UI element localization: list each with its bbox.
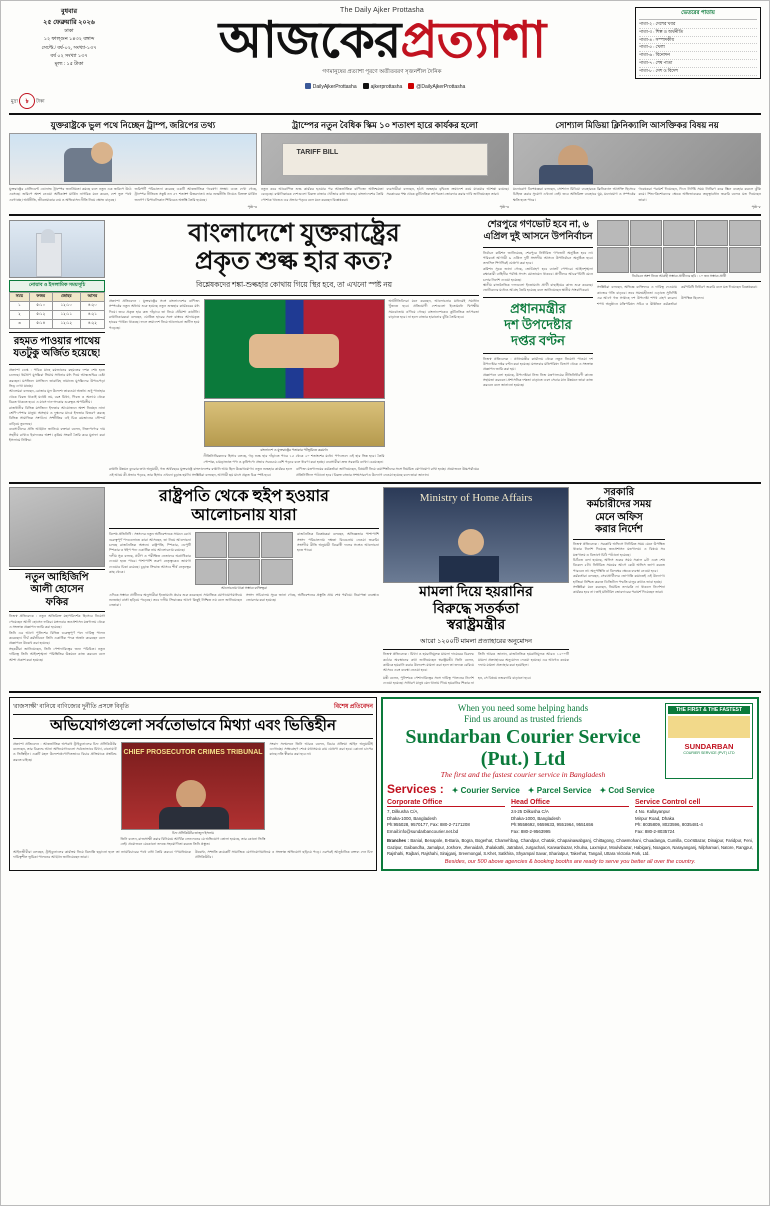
ad-branches-text: Banial, Benapole, B-Baria, Bogra, Bogerhat, Chamel'ibag, Chandpur, Chatak, Chapainawabganj, Chittagong, Chowmohani, Chuadanga, Cumilla, Cox'sBazar, Dinajpur, Faridpur, Feni, Gazipur, Gaibandha, Jamalpur, Joshore, Jhenaidah, Jhalakathi, Jatrabari, Jurgachari, Karwanbazar, Khulna, Laxmipur, Moulvibazar, Habiganj, Noagaon, Narayanganj, Nilphamari, Natore, Rangpur, Rajshahi, Rajbari, Rajshahi, Sirajganj, Sreemongal, S.Khet, Satkhira, Shyampal Savar, Shariatpur, Takerhat, Tangail, Uttara Victoria Park, Ltd. xyxy=(387,838,753,856)
lead-headline-line1[interactable]: বাংলাদেশে যুক্তরাষ্ট্রের xyxy=(188,219,400,247)
office-hours-headline-4[interactable]: করার নির্দেশ xyxy=(595,524,643,536)
whip-body-left-1: বিশেষ প্রতিনিধি : সংসদের নতুন অধিবেশনকে সামনে রেখে গুরুত্বপূর্ণ পদগুলোতে কারা আসছেন, তা নিয়ে আলোচনা চলছে রাজনৈতিক অঙ্গনে। রাষ্ট্রপতি, স্পিকার, ডেপুটি স্পিকার ও হুইপ পদে একাধিক নাম আলোচনায় রয়েছে। xyxy=(109,532,191,553)
tiger-icon xyxy=(668,716,750,738)
table-cell: ১২:১২ xyxy=(52,319,80,328)
ramadan-body-4: ব্যবসায়ীদের প্রতি আহ্বান জানিয়ে বক্তারা বলেন, নিত্যপণ্যের দাম সহনীয় রাখাও ইবাদতের অংশ। কৃত্রিম সংকট তৈরি করে মুনাফা করা ইসলামে নিষিদ্ধ। xyxy=(9,427,105,442)
sundarban-courier-advertisement[interactable] xyxy=(381,697,759,871)
right-column xyxy=(597,220,761,478)
ad-office-line: 4 No. Kallayanpur xyxy=(635,809,670,814)
candidate-photo xyxy=(630,220,662,246)
publication-day: বুধবার xyxy=(60,8,78,15)
pm-advisers-body-2: প্রজ্ঞাপনে বলা হয়েছে, উপদেষ্টারা নিজ নিজ মন্ত্রণালয়ের নীতিনির্ধারণী কাজে সহায়তা করবেন। প্রশাসনিক দক্ষতা বাড়াতে এবং সেবার মান উন্নয়নে তারা কাজ করবেন বলে জানানো হয়েছে। xyxy=(483,372,593,388)
special-report-kicker: 'রাজসাক্ষী' বানিয়ে বাণিজ্যের দুর্নীতি প্রসঙ্গে বিবৃতি xyxy=(13,703,130,710)
english-title: The Daily Ajker Prottasha xyxy=(340,7,424,14)
lead-body-2: নীতিনির্ধারকদের হিসাব বলছে, গড় শুল্ক হার দাঁড়াতে পারে ১৫ থেকে ২০ শতাংশের মধ্যে। পণ্যভেদে এই হার ভিন্ন হবে। তৈরি পোশাক, চামড়াজাত পণ্য ও কৃষিপণ্যে প্রভাব সবচেয়ে বেশি পড়বে বলে ধারণা করা হচ্ছে। ব্যবসায়ীরা দ্রুত সরকারি ব্যাখ্যা চেয়েছেন। xyxy=(203,454,385,464)
mudra-badge-group xyxy=(11,93,45,109)
office-hours-headline-3[interactable]: মেনে অফিস xyxy=(595,511,643,523)
harassment-headline-3[interactable]: স্বরাষ্ট্রমন্ত্রীর xyxy=(446,618,506,634)
inside-page-item[interactable]: পাতা-৬ : বিনোদন xyxy=(639,52,757,60)
top-story-2-body-left: নতুন করে আরোপিত শুল্ক কার্যকর হওয়ার পর আন্তর্জাতিক বাণিজ্যে অনিশ্চয়তা বেড়েছে। রপ্তানিকারক দেশগুলো বিকল্প বাজার খোঁজার কথা ভাবছে। বাংলাদেশের তৈরি পোশাক খাতেও এর প্রভাব পড়বে বলে মনে করছেন বিশ্লেষকরা। xyxy=(261,186,384,202)
person-photo xyxy=(228,559,260,585)
table-cell: ৪:২০ xyxy=(80,301,104,310)
taka-icon: ৳ xyxy=(19,93,35,109)
special-report-body-4: আইনজীবীরা বলছেন, ট্রাইব্যুনালের কার্যক্রম নিয়ে বিভ্রান্তি ছড়ানো হলে তা ন্যায়বিচারের পথে বাধা তৈরি করবে। গণমাধ্যমকে দায়িত্বশীল ভূমিকা পালনের আহ্বান জানিয়েছেন তারা। xyxy=(13,849,191,860)
lead-body-1: প্রত্যাশা প্রতিবেদন : যুক্তরাষ্ট্রের সঙ্গে বাংলাদেশের বাণিজ্য সম্পর্কের নতুন অধ্যায় শুরু হয়েছে নতুন শুল্কহার কার্যকরের মধ্য দিয়ে। তবে প্রকৃত হার কত দাঁড়াবে তা নিয়ে ধোঁয়াশা কাটেনি। রপ্তানিকারকরা বলছেন, ঘোষিত হারের সঙ্গে বাস্তবে আদায়কৃত হারের পার্থক্য থাকছে। ফলে ক্রয়াদেশ নিয়ে আলোচনা জটিল হয়ে পড়েছে। xyxy=(109,298,200,330)
table-cell: ৫:১০ xyxy=(29,301,52,310)
mid-band xyxy=(1,484,769,687)
ad-branches-label: Branches : xyxy=(387,838,409,844)
office-hours-block xyxy=(573,487,665,687)
ad-office-line: Ph:9558692, 9559633, 9551964, 9551656 xyxy=(511,822,594,828)
facebook-icon xyxy=(305,83,311,89)
divider xyxy=(9,332,105,333)
ramadan-headline[interactable]: রহমত পাওয়ার পাথেয় যতটুকু অর্জিত হয়েছে! xyxy=(13,335,101,360)
divider xyxy=(109,528,379,529)
lead-story xyxy=(109,220,479,478)
top-story-2 xyxy=(261,118,509,211)
ad-service-parcel: ✦ Parcel Service xyxy=(527,786,592,795)
sherpur-body-2: কমিশন সূত্রে জানা গেছে, ভোটগ্রহণ হবে ব্যালট পেপারে। আইনশৃঙ্খলা রক্ষাকারী বাহিনীর পর্যাপ্ত সদস্য মোতায়েন থাকবে। প্রার্থীদের আচরণবিধি মেনে চলার নির্দেশ দেওয়া হয়েছে। xyxy=(483,266,593,282)
special-report-body-1: প্রত্যাশা প্রতিবেদন : আন্তর্জাতিক অপরাধ ট্রাইব্যুনালের চিফ প্রসিকিউটর বলেছেন, তার বিরুদ্ধে আনা অভিযোগগুলো সর্বতোভাবে মিথ্যা, বানোয়াট ও ভিত্তিহীন। একটি মহল উদ্দেশ্যপ্রণোদিতভাবে বিচার প্রক্রিয়াকে প্রশ্নবিদ্ধ করতে চাইছে। xyxy=(13,741,117,762)
tagline: গণমানুষের প্রত্যাশা পূরণে অতীতবরণ সৃজনশীল দৈনিক xyxy=(322,69,442,75)
person-photo xyxy=(228,532,260,558)
special-report-photo-caption: চিফ প্রসিকিউটর তাজুল ইসলাম xyxy=(172,830,214,835)
youtube-icon xyxy=(408,83,414,89)
inside-page-item[interactable]: পাতা-২ : দেশের খবর xyxy=(639,21,757,29)
home-ministry-banner-text: Ministry of Home Affairs xyxy=(419,491,533,504)
divider xyxy=(109,295,479,296)
ad-office-title: Corporate Office xyxy=(387,799,505,807)
ad-offices xyxy=(387,799,753,835)
ad-office-line: Fax: 880-2-9563995 xyxy=(511,828,551,834)
harassment-headline-1[interactable]: মামলা দিয়ে হয়রানির xyxy=(419,584,533,600)
special-report-headline[interactable]: অভিযোগগুলো সর্বতোভাবে মিথ্যা এবং ভিত্তিহীন xyxy=(50,717,336,734)
sherpur-headline[interactable]: শেরপুরে গণভোট হবে না, ৬ এপ্রিল দুই আসনে উপনির্বাচন xyxy=(483,219,593,242)
ad-office-email[interactable]: Email:info@sundarbancourier.net.bd xyxy=(387,828,459,834)
pm-advisers-headline-1[interactable]: প্রধানমন্ত্রীর xyxy=(510,300,566,316)
whip-body-right-3: সংসদ সচিবালয় সূত্রে জানা গেছে, অধিবেশনের প্রস্তুতি প্রায় শেষ পর্যায়ে। নিরাপত্তা ব্যবস্থাও জোরদার করা হয়েছে। xyxy=(246,592,379,603)
top-story-1-byline: পৃষ্ঠা-৩ xyxy=(247,204,257,209)
ramadan-body-3: রাজধানীর বিভিন্ন মসজিদে ইফতার আয়োজনে অংশ নিচ্ছেন নানা শ্রেণি-পেশার মানুষ। অসহায় ও দুস্থদের মাঝে ইফতার বিতরণ করছে বিভিন্ন সামাজিক সংগঠন। সম্প্রীতির এই চিত্র রমজানের সৌন্দর্য বাড়িয়ে তুলেছে। xyxy=(9,405,105,426)
chief-prosecutor-tribunal-photo xyxy=(121,742,266,830)
top-story-1 xyxy=(9,118,257,211)
publication-issue: সেপ্টে./ বর্ষ-০২, সংখ্যা-১৩৭ xyxy=(41,45,97,51)
ad-office-control-cell xyxy=(635,799,753,835)
candidate-grid-caption: নির্বাচনে অংশ নিতে আগ্রহী সম্ভাব্য প্রার্থীদের ছবি : ১০ জন সম্ভাব্য প্রার্থী xyxy=(631,273,727,278)
table-cell: ৫:১৪ xyxy=(29,319,52,328)
pm-advisers-body-3: সংশ্লিষ্টরা বলছেন, অভিজ্ঞ ব্যক্তিদের এ দায়িত্ব দেওয়ায় কাজের গতি বাড়বে। তবে সমন্বয়হীনতা এড়াতে সুনির্দিষ্ট কর্মপরিধি নির্ধারণ জরুরি বলে মত দিয়েছেন বিশ্লেষকরা। xyxy=(597,285,758,295)
table-cell: ৫:১২ xyxy=(29,310,52,319)
candidate-photo xyxy=(696,220,728,246)
ad-tagline-line2: Find us around as trusted friends xyxy=(464,714,582,725)
ahijipi-headline-2[interactable]: আলী হোসেন xyxy=(30,584,84,596)
candidate-photo xyxy=(597,220,629,246)
table-row xyxy=(10,310,105,319)
masthead xyxy=(1,1,769,113)
ad-branches xyxy=(387,838,753,856)
lead-body-4: রপ্তানি উন্নয়ন ব্যুরোর তথ্য অনুযায়ী, গত অর্থবছরে যুক্তরাষ্ট্রে বাংলাদেশের রপ্তানি আয় ছিল উল্লেখযোগ্য। নতুন শুল্কহার কার্যকর হলে এই আয়ে কী প্রভাব পড়বে, তার হিসাব এখনো চূড়ান্ত হয়নি। সংশ্লিষ্টরা বলছেন, আগামী ছয় মাসে প্রকৃত চিত্র স্পষ্ট হবে। xyxy=(109,467,292,477)
table-cell: ১২:১১ xyxy=(52,310,80,319)
ad-footer-note: Besides, our 500 above agencies & booking booths are ready to serve you better all over the country. xyxy=(444,858,696,865)
candidate-photo xyxy=(663,247,695,273)
whip-headline-1[interactable]: রাষ্ট্রপতি থেকে হুইপ হওয়ার xyxy=(158,487,329,505)
twitter-handle: ajkerprottasha xyxy=(370,83,403,90)
lead-body-5: বাণিজ্য মন্ত্রণালয়ের কর্মকর্তারা জানিয়েছেন, বিষয়টি নিয়ে ওয়াশিংটনের সঙ্গে নিয়মিত যোগাযোগ রাখা হচ্ছে। প্রয়োজনে উচ্চপর্যায়ের প্রতিনিধিদল পাঠানো হবে। বিকল্প বাজার সম্প্রসারণেও উদ্যোগ নেওয়া হয়েছে বলে তারা জানান। xyxy=(296,467,479,477)
lead-image-caption: বাংলাদেশ ও যুক্তরাষ্ট্রের পতাকার পটভূমিতে করমর্দন xyxy=(260,447,328,452)
inside-page-item[interactable]: পাতা-৪ : সম্পাদকীয় xyxy=(639,37,757,45)
candidate-photo-grid xyxy=(597,220,761,273)
handshake-flags-illustration xyxy=(204,299,385,399)
top-story-3-body-left: মনোরোগ বিশেষজ্ঞরা বলছেন, সোশ্যাল মিডিয়া ব্যবহারকে ক্লিনিক্যাল আসক্তি হিসেবে চিহ্নিত করার সুযোগ এখনো নেই। তবে অতিরিক্ত ব্যবহারে ঘুম, মনোযোগ ও সম্পর্কের ক্ষতি হতে পারে। xyxy=(513,186,636,202)
ad-office-line: 7, Dilkusha C/A, xyxy=(387,809,419,814)
lead-body-3: অর্থনীতিবিদরা মনে করছেন, আলোচনার মাধ্যমেই সমাধান খুঁজতে হবে। প্রতিযোগী দেশগুলো ইতোমধ্যে দ্বিপক্ষীয় সমঝোতায় এগিয়ে গেছে। বাংলাদেশকেও কূটনৈতিক তৎপরতা বাড়াতে হবে। না হলে বাজার হারানোর ঝুঁকি তৈরি হবে। xyxy=(388,298,479,320)
inside-page-item[interactable]: পাতা-৭ : শেষ পাতা xyxy=(639,60,757,68)
top-story-1-body-right: জরিপটি পরিচালনা করেছে একটি আন্তর্জাতিক গবেষণা সংস্থা। এতে দেখা গেছে, ট্রাম্পের নীতিতে সন্তুষ্ট নন ৫৭ শতাংশ উত্তরদাতা। তার শুল্কনীতি নিয়েও বিভক্ত মার্কিন জনগণ। রিপাবলিকান শিবিরেও অস্বস্তি তৈরি হয়েছে। xyxy=(134,186,257,202)
twitter-link[interactable] xyxy=(363,83,403,90)
person-photo xyxy=(261,559,293,585)
newspaper-logo xyxy=(218,12,546,68)
whip-body-left-2: দলীয় সূত্র বলছে, প্রবীণ ও পরীক্ষিত নেতাদের অগ্রাধিকার দেওয়া হতে পারে। পাশাপাশি তরুণ নেতৃত্বকেও জায়গা দেওয়ার চিন্তা রয়েছে। চূড়ান্ত সিদ্ধান্ত আসবে শীর্ষ নেতৃত্বের কাছ থেকে। xyxy=(109,553,191,574)
ad-logo-name: SUNDARBAN xyxy=(684,741,734,751)
divider xyxy=(483,297,593,298)
inside-page-item[interactable]: পাতা-৮ : দেশ ও বিদেশ xyxy=(639,68,757,76)
whip-body-right-1: রাজনৈতিক বিশ্লেষকরা বলছেন, অভিজ্ঞতার পাশাপাশি সংসদ পরিচালনায় দক্ষতা বিবেচনায় নেওয়া জরুরি। সংসদীয় রীতি অনুযায়ী বিরোধী দলের সঙ্গেও আলোচনা হতে পারে। xyxy=(297,532,379,553)
top-story-2-headline[interactable]: ট্রাম্পের নতুন বৈধিক স্কিম ১০ শতাংশ হারে কার্যকর হলো xyxy=(292,120,478,130)
ad-office-line: Fax: 880-2-8035724 xyxy=(635,828,675,834)
office-hours-body-4: সংশ্লিষ্টরা মনে করছেন, নিয়মিত তদারকি না থাকলে নির্দেশনা কার্যকর হবে না। তাই মনিটরিং জোরদারের পরামর্শ দিয়েছেন তারা। xyxy=(573,585,665,595)
ad-company-name: Sundarban Courier Service (Put.) Ltd xyxy=(405,726,641,770)
publication-date: ২৫ ফেব্রুয়ারি ২০২৬ xyxy=(43,18,95,26)
table-header-cell: ফজর xyxy=(29,292,52,301)
publication-info xyxy=(9,7,129,69)
table-row xyxy=(10,301,105,310)
whip-block xyxy=(109,487,379,687)
harassment-body-1: নিজস্ব প্রতিবেদক : মিথ্যা ও হয়রানিমূলক মামলা দায়েরের বিরুদ্ধে কঠোর অবস্থানের কথা জানিয়েছেন স্বরাষ্ট্রমন্ত্রী। তিনি বলেন, কাউকে হয়রানি করার উদ্দেশ্যে মামলা করা হলে তা তদন্তে বেরিয়ে আসবে এবং ব্যবস্থা নেওয়া হবে। xyxy=(383,652,474,673)
ahijipi-body-1: নিজস্ব প্রতিবেদক : নতুন অতিরিক্ত মহাপরিদর্শক হিসেবে নিয়োগ পেয়েছেন আলী হোসেন ফকির। মঙ্গলবার জনপ্রশাসন মন্ত্রণালয় থেকে এ সংক্রান্ত প্রজ্ঞাপন জারি করা হয়েছে। xyxy=(9,614,105,630)
top-story-1-headline[interactable]: যুক্তরাষ্ট্রকে ভুল পথে নিচ্ছেন ট্রাম্প, জরিপের তথ্য xyxy=(50,120,216,130)
table-cell: ৪:২১ xyxy=(80,310,104,319)
person-photo xyxy=(261,532,293,558)
pm-advisers-body-4: এর আগে গত সপ্তাহে দশ উপদেষ্টা শপথ গ্রহণ করেন। শপথ অনুষ্ঠানে মন্ত্রিপরিষদ সচিব ও ঊর্ধ্বতন কর্মকর্তারা উপস্থিত ছিলেন। xyxy=(597,296,704,306)
ad-office-title: Service Control cell xyxy=(635,799,753,807)
candidate-photo xyxy=(663,220,695,246)
inside-pages-box xyxy=(635,7,761,79)
ad-office-line: 24-25 Dilkusha C/A xyxy=(511,809,549,814)
youtube-handle: @DailyAjkerProttasha xyxy=(416,83,466,90)
harassment-subheadline: আরো ১২০০টি মামলা প্রত্যাহারের অনুমোদন xyxy=(420,638,532,646)
candidate-photo xyxy=(729,247,761,273)
ad-office-line: Ph:955028, 9570177, Fax: 880-2-7171208 xyxy=(387,822,470,828)
facebook-link[interactable] xyxy=(305,83,357,90)
tariff-bill-photo: TARIFF BILL xyxy=(261,133,509,185)
logo-word-1: আজকের xyxy=(218,12,401,68)
top-story-3-body-right: গবেষকরা পরামর্শ দিয়েছেন, দিনে নির্দিষ্ট সময় নির্ধারণ করে স্ক্রিন ব্যবহার করলে ঝুঁকি কমে। শিশু-কিশোরদের ক্ষেত্রে অভিভাবকের তত্ত্বাবধান জরুরি বলেও মত দিয়েছেন তারা। xyxy=(638,186,761,202)
bottom-row xyxy=(1,693,769,871)
special-report-body-5: উল্লেখ্য, সম্প্রতি কয়েকটি সামাজিক যোগাযোগমাধ্যমে এ সংক্রান্ত অভিযোগ ছড়িয়ে পড়ে। এরপরই আনুষ্ঠানিক বক্তব্য দেন চিফ প্রসিকিউটর। xyxy=(195,849,373,860)
social-links xyxy=(9,83,761,90)
ad-services-label: Services : xyxy=(387,782,444,796)
table-cell: ১২:১০ xyxy=(52,301,80,310)
lead-image-block xyxy=(204,299,385,465)
table-header-cell: সময় xyxy=(10,292,30,301)
ahijipi-body-3: সহকর্মীরা জানিয়েছেন, তিনি পেশাদারিত্বের জন্য পরিচিত। নতুন দায়িত্বে তিনি আইনশৃঙ্খলা পরিস্থিতির উন্নয়নে কাজ করবেন বলে আশা প্রকাশ করা হয়েছে। xyxy=(9,646,105,662)
logo-word-2: প্রত্যাশা xyxy=(400,12,546,68)
money-stacks-photo xyxy=(204,401,385,447)
divider xyxy=(383,649,569,650)
prayer-times-title: নোয়াব ও ইসলামিক সময়সূচি xyxy=(9,280,105,292)
mudra-right-label: টাকা xyxy=(36,98,45,104)
twitter-icon xyxy=(363,83,369,89)
inside-page-item[interactable]: পাতা-৫ : খেলা xyxy=(639,44,757,52)
table-cell: ২ xyxy=(10,310,30,319)
candidate-photo xyxy=(696,247,728,273)
publication-bangla-date: ১২ ফাল্গুন ১৪৩২ বঙ্গাব্দ xyxy=(43,37,95,43)
trump-portrait-photo xyxy=(9,133,257,185)
top-story-1-body-left: যুক্তরাষ্ট্রের প্রেসিডেন্ট ডোনাল্ড ট্রাম্পের জনপ্রিয়তা কমছে বলে নতুন এক জরিপে উঠে এসেছে। জরিপে অংশ নেওয়া অধিকাংশ মার্কিন নাগরিক মনে করেন, দেশ ভুল পথে এগোচ্ছে। অর্থনীতি, জীবনযাত্রার ব্যয় ও অভিবাসন নীতি নিয়ে ক্ষোভ বাড়ছে। xyxy=(9,186,132,202)
table-header-cell: আসর xyxy=(80,292,104,301)
ramadan-body-1: প্রত্যাশা ডেস্ক : পবিত্র মাহে রমজানের রহমতের দশক শেষ হতে চলেছে। ধর্মপ্রাণ মুসল্লিরা সিয়াম সাধনার মধ্য দিয়ে আত্মশুদ্ধির চেষ্টা করছেন। মসজিদে মসজিদে তারাবিহ নামাজে মুসল্লিদের উপচেপড়া ভিড় দেখা যাচ্ছে। xyxy=(9,367,105,389)
publication-volume: বর্ষ ০২ সংখ্যা ১৩৭ xyxy=(50,53,88,59)
ahijipi-body-2: তিনি এর আগে পুলিশের বিভিন্ন গুরুত্বপূর্ণ পদে দায়িত্ব পালন করেছেন। দীর্ঘ কর্মজীবনে তিনি একাধিক পদক অর্জন করেছেন বলে প্রজ্ঞাপনে উল্লেখ করা হয়েছে। xyxy=(9,630,105,646)
sherpur-body-3: স্থানীয় রাজনৈতিক দলগুলো ইতোমধ্যে প্রার্থী বাছাইয়ের কাজ শুরু করেছে। ভোটারদের মধ্যেও আগ্রহ তৈরি হয়েছে বলে জানিয়েছেন স্থানীয় সাংবাদিকরা। xyxy=(483,283,593,293)
sundarban-logo xyxy=(665,703,753,779)
inside-page-item[interactable]: পাতা-৩ : শিল্প ও অর্থনীতি xyxy=(639,29,757,37)
ad-logo-top-text: THE FIRST & THE FASTEST xyxy=(668,706,750,714)
youtube-link[interactable] xyxy=(408,83,465,90)
prayer-times-table xyxy=(9,292,105,329)
divider xyxy=(597,281,761,282)
special-report-tag: বিশেষ প্রতিবেদন xyxy=(333,703,373,710)
publication-price: মূল্য : ১৫ টাকা xyxy=(54,62,84,68)
main-content-grid xyxy=(1,216,769,478)
ad-service-cod: ✦ Cod Service xyxy=(599,786,655,795)
pm-advisers-headline-3[interactable]: দপ্তর বণ্টন xyxy=(511,333,565,349)
table-row xyxy=(10,319,105,328)
ad-office-line: Dhaka-1000, Bangladesh xyxy=(511,815,561,821)
divider xyxy=(9,364,105,365)
home-ministry-block xyxy=(383,487,569,687)
table-cell: ৪:২২ xyxy=(80,319,104,328)
divider xyxy=(13,738,373,739)
top-story-2-byline: পৃষ্ঠা-৩ xyxy=(499,204,509,209)
special-report-body-2: তিনি বলেন, রাজসাক্ষী করার বিনিময়ে আর্থিক লেনদেনের যে অভিযোগ তোলা হয়েছে, তার কোনো ভিত্তি নেই। প্রয়োজনে যেকোনো তদন্তে সহযোগিতা করতে তিনি প্রস্তুত। xyxy=(120,837,266,847)
sherpur-column xyxy=(483,220,593,478)
ad-office-line: Dhaka-1000, Bangladesh xyxy=(387,815,437,821)
table-cell: ৩ xyxy=(10,319,30,328)
office-hours-body-2: চিঠিতে বলা হয়েছে, অফিস শুরুর সময় সকাল ৯টা এবং শেষ বিকেল ৫টা। নির্ধারিত সময়ের আগে কেউ অফিস ত্যাগ করতে পারবেন না। অনুপস্থিতি বা বিলম্বের ক্ষেত্রে ব্যবস্থা নেওয়া হবে। xyxy=(573,558,665,573)
ahijipi-headline-1[interactable]: নতুন আহিজিপি xyxy=(25,571,89,583)
ad-office-head xyxy=(511,799,629,835)
harassment-body-2: তিনি আরও জানান, রাজনৈতিক হয়রানিমূলক আরও ১২০০টি মামলা প্রত্যাহারের অনুমোদন দেওয়া হয়েছে। এর আগেও কয়েক দফায় মামলা প্রত্যাহার করা হয়েছিল। xyxy=(478,652,569,668)
ad-service-courier: ✦ Courier Service xyxy=(451,786,520,795)
home-affairs-press-briefing-photo xyxy=(383,487,569,583)
candidate-photo xyxy=(630,247,662,273)
ahijipi-block xyxy=(9,487,105,687)
ad-office-line: Ph: 8035809, 8023596, 8035481-4 xyxy=(635,822,703,828)
ad-services-row xyxy=(387,782,753,796)
ad-subtitle: The first and the fastest courier service in Bangladesh xyxy=(440,770,606,779)
publication-place: ঢাকা xyxy=(64,29,74,35)
divider xyxy=(573,539,665,540)
new-ahijipi-portrait-photo xyxy=(9,487,105,567)
ad-tagline-line1: When you need some helping hands xyxy=(457,702,589,713)
office-hours-headline-2[interactable]: কর্মচারীদের সময় xyxy=(586,499,652,511)
ad-logo-sub: COURIER SERVICE (PVT) LTD xyxy=(683,750,735,755)
person-photo xyxy=(195,532,227,558)
top-story-3-byline: পৃষ্ঠা-৮ xyxy=(751,204,761,209)
facebook-handle: DailyAjkerProttasha xyxy=(312,83,357,90)
table-cell: ১ xyxy=(10,301,30,310)
divider xyxy=(483,353,593,354)
lead-subheadline: বিশ্লেষকদের শঙ্কা-শুল্কহার কোথায় গিয়ে স্থির হবে, তা এখনো স্পষ্ট নয় xyxy=(196,279,392,289)
harassment-body-3: মন্ত্রী বলেন, পুলিশকে পেশাদারিত্বের সঙ্গে দায়িত্ব পালনের নির্দেশ দেওয়া হয়েছে। সাধারণ মানুষ যেন থানায় গিয়ে হয়রানির শিকার না হন, সে বিষয়ে নজরদারি বাড়ানো হবে। xyxy=(383,675,531,686)
table-header-cell: জোহর xyxy=(52,292,80,301)
office-hours-body-1: নিজস্ব প্রতিবেদক : সরকারি অফিসে নির্ধারিত সময় মেনে উপস্থিত থাকার নির্দেশ দিয়েছে জনপ্রশাসন মন্ত্রণালয়। এ বিষয়ে সব মন্ত্রণালয় ও বিভাগে চিঠি পাঠানো হয়েছে। xyxy=(573,541,665,557)
lead-headline-line2[interactable]: প্রকৃত শুল্ক হার কত? xyxy=(194,248,394,276)
divider xyxy=(483,247,593,248)
ad-office-line: Mirpur Road, Dhaka xyxy=(635,815,675,821)
mudra-label: মুদ্রা xyxy=(11,98,18,104)
expert-interview-photo xyxy=(513,133,761,185)
ad-office-title: Head Office xyxy=(511,799,629,807)
pm-advisers-headline-2[interactable]: দশ উপদেষ্টার xyxy=(504,317,572,333)
ahijipi-headline-3[interactable]: ফকির xyxy=(45,596,69,608)
top-story-2-body-right: ব্যবসায়ীরা বলছেন, হঠাৎ শুল্কহার বৃদ্ধিতে ক্রয়াদেশ কমে যাওয়ার আশঙ্কা রয়েছে। সরকারের পক্ষ থেকে কূটনৈতিক তৎপরতা জোরদার করার দাবি জানিয়েছেন তারা। xyxy=(386,186,509,197)
special-report-body-3: সংবাদ সম্মেলনে তিনি আরও বলেন, বিচার প্রক্রিয়া আইন অনুযায়ীই এগোচ্ছে। সাক্ষ্যগ্রহণ শেষে যথাসময়ে রায় ঘোষণা করা হবে। কোনো চাপের কাছে নতি স্বীকার করা হবে না। xyxy=(269,741,373,757)
harassment-headline-2[interactable]: বিরুদ্ধে সতর্কতা xyxy=(432,601,520,617)
divider xyxy=(9,611,105,612)
inside-pages-title: ভেতরের পাতায় xyxy=(639,10,757,20)
person-photo xyxy=(195,559,227,585)
whip-photo-grid xyxy=(195,532,293,585)
office-hours-headline-1[interactable]: সরকারি xyxy=(603,486,635,498)
top-stories-row xyxy=(1,115,769,211)
ramadan-body-2: আলেমরা বলছেন, রোজার মূল উদ্দেশ্য তাকওয়া অর্জন। শুধু পানাহার থেকে বিরত থাকাই যথেষ্ট নয়, বরং মিথ্যা, গিবত ও অন্যায় থেকে বিরত থাকতে হবে। এ মাসে দান-সদকার গুরুত্বও অপরিসীম। xyxy=(9,389,105,405)
candidate-photo xyxy=(729,220,761,246)
tribunal-banner-text: CHIEF PROSECUTOR CRIMES TRIBUNAL xyxy=(123,748,263,756)
office-hours-body-3: কর্মকর্তারা বলছেন, সেবাপ্রার্থীদের ভোগান্তি কমাতেই এই উদ্যোগ। হাজিরা নিশ্চিত করতে ডিজিটাল পদ্ধতি চালুর কথাও ভাবা হচ্ছে। xyxy=(573,574,665,584)
candidate-photo xyxy=(597,247,629,273)
pm-advisers-body-1: নিজস্ব প্রতিবেদক : প্রধানমন্ত্রীর কার্যালয় থেকে নতুন নিয়োগ পাওয়া দশ উপদেষ্টার দপ্তর বণ্টন করা হয়েছে। মঙ্গলবার মন্ত্রিপরিষদ বিভাগ থেকে এ সংক্রান্ত প্রজ্ঞাপন জারি করা হয়। xyxy=(483,356,593,372)
whip-headline-2[interactable]: আলোচনায় যারা xyxy=(191,507,297,525)
top-story-3-headline[interactable]: সোশ্যাল মিডিয়া ক্লিনিক্যালি আসক্তিকর বিষয় নয় xyxy=(555,120,719,130)
divider xyxy=(9,569,105,570)
top-story-3 xyxy=(513,118,761,211)
divider xyxy=(13,714,373,715)
ad-office-corporate xyxy=(387,799,505,835)
sherpur-body-1: নির্বাচন কমিশন জানিয়েছে, শেরপুরে নির্ধারিত গণভোট অনুষ্ঠিত হবে না। পরিবর্তে আগামী ৬ এপ্রিল দুটি সংসদীয় আসনে উপনির্বাচন অনুষ্ঠিত হবে। তফসিল শিগগিরই ঘোষণা করা হবে। xyxy=(483,250,593,266)
whip-body-right-2: এদিকে সম্ভাব্য প্রার্থীদের অনুসারীরা ইতোমধ্যে প্রচার শুরু করেছেন। সামাজিক যোগাযোগমাধ্যমে শুভেচ্ছা বার্তা ছড়িয়ে পড়েছে। তবে দলীয় সিদ্ধান্তের আগে কিছুই নিশ্চিত নয় বলে জানিয়েছেন নেতারা। xyxy=(109,592,242,608)
left-column xyxy=(9,220,105,478)
special-report-block xyxy=(9,697,377,871)
table-header-row xyxy=(10,292,105,301)
mosque-minaret-photo xyxy=(9,220,105,278)
whip-photo-caption: আলোচনায় থাকা সম্ভাব্য ব্যক্তিত্বরা xyxy=(221,586,267,591)
masthead-center xyxy=(129,7,635,77)
